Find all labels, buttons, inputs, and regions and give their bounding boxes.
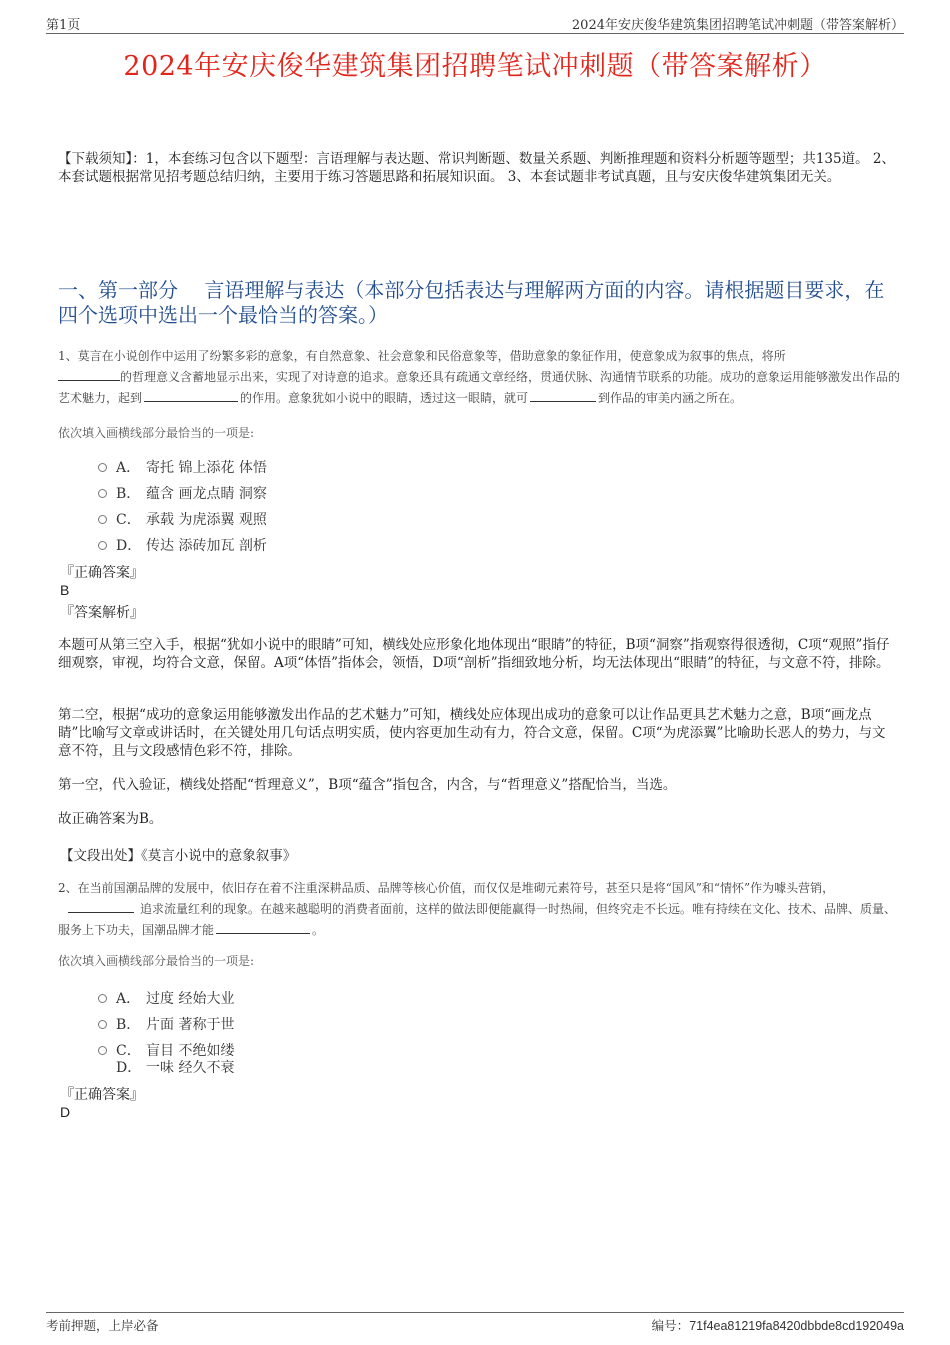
footer-code-label: 编号： [651,1318,690,1333]
q1-option-b[interactable]: B． 蕴含 画龙点睛 洞察 [98,483,267,503]
q2-prompt: 依次填入画横线部分最恰当的一项是: [58,954,255,968]
download-notice: 【下载须知】：1，本套练习包含以下题型：言语理解与表达题、常识判断题、数量关系题、判断推理题和资料分析题等题型；共135道。 2、本套试题根据常见招考题总结归纳，主要用于练习答题思路和拓展知识面。 3、本套试题非考试真题，且与安庆俊华建筑集团无关。 [58,151,895,185]
page-number: 第1页 [46,18,81,33]
header-doc-title: 2024年安庆俊华建筑集团招聘笔试冲刺题（带答案解析） [571,18,904,33]
header-rule [46,33,904,34]
q1-option-c[interactable]: C． 承载 为虎添翼 观照 [98,509,267,529]
q1-blank-2 [144,389,238,402]
footer-code [652,1316,904,1334]
q2-blank-2 [216,921,310,934]
q1-analysis-para-1: 本题可从第三空入手，根据“犹如小说中的眼睛”可知，横线处应形象化地体现出“眼睛”的特征，B项“洞察”指观察得很透彻，C项“观照”指仔细观察，审视，均符合文意，保留。A项“体悟”指体会，领悟，D项“剖析”指细致地分析，均无法体现出“眼睛”的特征，与文意不符，排除。 [58,637,890,671]
q2-stem-part-3: 。 [312,923,325,937]
radio-icon[interactable] [98,489,107,498]
radio-icon[interactable] [98,463,107,472]
q1-source: 【文段出处】《莫言小说中的意象叙事》 [60,848,297,864]
q2-stem-part-1: 2、在当前国潮品牌的发展中，依旧存在着不注重深耕品质、品牌等核心价值，而仅仅是堆砌元素符号，甚至只是将“国风”和“情怀”作为噱头营销， [58,881,835,895]
q2-answer-label: 『正确答案』 [60,1087,144,1103]
q1-stem-part-4: 到作品的审美内涵之所在。 [598,391,743,405]
q1-blank-1 [58,368,120,381]
radio-icon[interactable] [98,541,107,550]
footer-rule [46,1312,904,1313]
q2-option-b[interactable]: B． 片面 著称于世 [98,1014,234,1034]
q1-analysis-label: 『答案解析』 [60,605,144,621]
q2-option-d[interactable]: D． 一味 经久不衰 [116,1060,235,1076]
q1-option-d[interactable]: D． 传达 添砖加瓦 剖析 [98,535,267,555]
q2-option-a[interactable]: A． 过度 经始大业 [98,988,234,1008]
q1-stem-part-2: 的哲理意义含蓄地显示出来，实现了对诗意的追求。意象还具有疏通文章经络，贯通伏脉、沟通情节联系的功能。成功的意象运用能够激发出作品的艺术魅力，起到 [58,370,901,405]
question-1-stem [58,346,900,409]
radio-icon[interactable] [98,515,107,524]
document-title: 2024年安庆俊华建筑集团招聘笔试冲刺题（带答案解析） [123,51,827,82]
q1-analysis-para-3: 第一空，代入验证，横线处搭配“哲理意义”，B项“蕴含”指包含，内含，与“哲理意义”搭配恰当，当选。 [58,777,677,793]
q1-stem-part-1: 1、莫言在小说创作中运用了纷繁多彩的意象，有自然意象、社会意象和民俗意象等，借助意象的象征作用，使意象成为叙事的焦点，将所 [58,349,786,363]
q1-answer: B [60,582,70,598]
radio-icon[interactable] [98,1020,107,1029]
q1-blank-3 [530,389,596,402]
q2-option-c[interactable]: C． 盲目 不绝如缕 [98,1040,234,1060]
q1-analysis-para-4: 故正确答案为B。 [58,811,163,827]
q1-option-a[interactable]: A． 寄托 锦上添花 体悟 [98,457,267,477]
q2-stem-part-2: 追求流量红利的现象。在越来越聪明的消费者面前，这样的做法即便能赢得一时热闹，但终究走不长远。唯有持续在文化、技术、品牌、质量、服务上下功夫，国潮品牌才能 [58,902,897,937]
q1-prompt: 依次填入画横线部分最恰当的一项是: [58,426,255,440]
q1-analysis-para-2: 第二空，根据“成功的意象运用能够激发出作品的艺术魅力”可知，横线处应体现出成功的意象可以让作品更具艺术魅力之意，B项“画龙点睛”比喻写文章或讲话时，在关键处用几句话点明实质，使内容更加生动有力，符合文意，保留。C项“为虎添翼”比喻助长恶人的势力，与文意不符，且与文段感情色彩不符，排除。 [58,707,886,759]
question-2-stem [58,878,900,941]
q1-answer-label: 『正确答案』 [60,565,144,581]
q2-answer: D [60,1104,71,1120]
radio-icon[interactable] [98,994,107,1003]
radio-icon[interactable] [98,1046,107,1055]
footer-slogan: 考前押题，上岸必备 [46,1318,159,1333]
section-title: 一、第一部分 言语理解与表达（本部分包括表达与理解两方面的内容。请根据题目要求，在四个选项中选出一个最恰当的答案。） [58,278,885,327]
q1-stem-part-3: 的作用。意象犹如小说中的眼睛，透过这一眼睛，就可 [240,391,529,405]
footer-code-value: 71f4ea81219fa8420dbbde8cd192049a [689,1319,904,1333]
q2-blank-1 [68,900,134,913]
